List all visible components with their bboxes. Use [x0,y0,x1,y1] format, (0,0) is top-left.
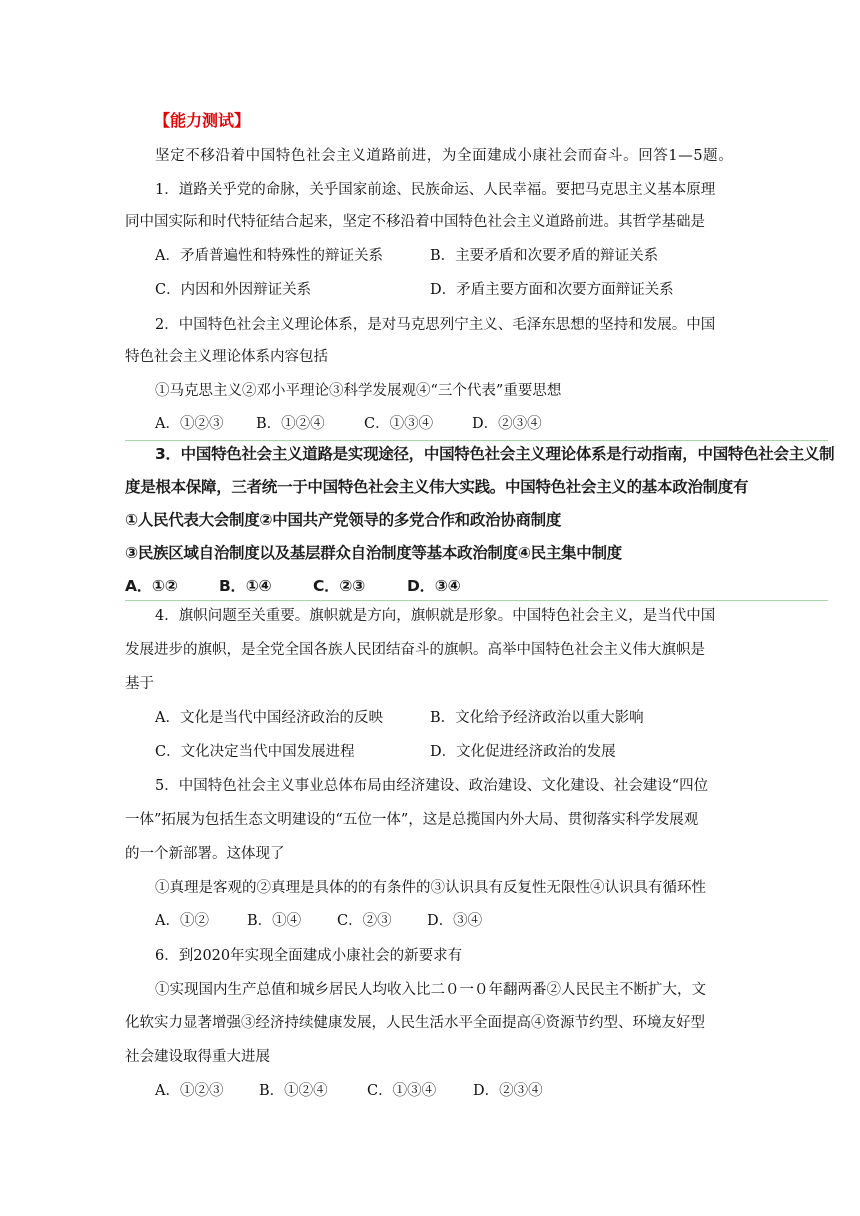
question-1-stem-line-1: 1．道路关乎党的命脉，关乎国家前途、民族命运、人民幸福。要把马克思主义基本原理 [155,182,716,198]
divider-top [125,440,828,441]
question-4-option-a: A．文化是当代中国经济政治的反映 [155,710,383,726]
question-1-stem-line-2: 同中国实际和时代特征结合起来，坚定不移沿着中国特色社会主义道路前进。其哲学基础是 [125,214,705,230]
question-1-option-a: A．矛盾普遍性和特殊性的辩证关系 [155,248,383,264]
question-3-options [125,576,460,596]
question-5-stem-line-2: 一体”拓展为包括生态文明建设的“五位一体”，这是总揽国内外大局、贯彻落实科学发展观 [125,812,699,828]
question-3-items-line-1: ①人民代表大会制度②中国共产党领导的多党合作和政治协商制度 [125,511,562,529]
question-2-options [155,414,542,434]
question-6-option-c: C．①③④ [367,1083,437,1099]
question-2-stem-line-2: 特色社会主义理论体系内容包括 [125,349,328,365]
question-6-items-line-1: ①实现国内生产总值和城乡居民人均收入比二０一０年翻两番②人民民主不断扩大，文 [155,982,706,998]
question-1-option-c: C．内因和外因辩证关系 [155,282,312,298]
question-5-option-c: C．②③ [337,913,392,929]
question-4-stem-line-2: 发展进步的旗帜，是全党全国各族人民团结奋斗的旗帜。高举中国特色社会主义伟大旗帜是 [125,642,705,658]
question-5-option-b: B．①④ [247,913,302,929]
question-2-option-a: A．①②③ [155,416,224,432]
question-5-stem-line-1: 5．中国特色社会主义事业总体布局由经济建设、政治建设、文化建设、社会建设“四位 [155,778,709,794]
question-2-option-b: B．①②④ [256,416,325,432]
question-4-option-d: D．文化促进经济政治的发展 [430,744,616,760]
question-5-option-a: A．①② [155,913,209,929]
section-heading: 【能力测试】 [154,111,251,130]
question-2-option-c: C．①③④ [364,416,434,432]
question-5-stem-line-3: 的一个新部署。这体现了 [125,846,285,862]
question-4-stem-line-1: 4．旗帜问题至关重要。旗帜就是方向，旗帜就是形象。中国特色社会主义，是当代中国 [155,608,716,624]
question-6-option-b: B．①②④ [259,1083,328,1099]
question-6-items-line-2: 化软实力显著增强③经济持续健康发展，人民生活水平全面提高④资源节约型、环境友好型 [125,1015,705,1031]
question-1-option-d: D．矛盾主要方面和次要方面辩证关系 [430,282,674,298]
question-3-stem-line-1: 3．中国特色社会主义道路是实现途径，中国特色社会主义理论体系是行动指南，中国特色社会主义制 [155,445,835,463]
question-3-option-d: D．③④ [407,577,461,595]
question-4-option-b: B．文化给予经济政治以重大影响 [430,710,644,726]
intro-text: 坚定不移沿着中国特色社会主义道路前进，为全面建成小康社会而奋斗。回答1—5题。 [155,148,734,164]
question-3-option-a: A．①② [125,577,178,595]
question-5-option-d: D．③④ [427,913,483,929]
question-6-option-d: D．②③④ [473,1083,543,1099]
divider-bottom [125,600,828,601]
question-3-option-c: C．②③ [313,577,365,595]
question-6-stem: 6．到2020年实现全面建成小康社会的新要求有 [155,948,463,964]
question-4-option-c: C．文化决定当代中国发展进程 [155,744,355,760]
question-3-option-b: B．①④ [219,577,272,595]
question-1-option-b: B．主要矛盾和次要矛盾的辩证关系 [430,248,659,264]
question-6-option-a: A．①②③ [155,1083,224,1099]
question-5-options [155,911,482,931]
question-3-stem-line-2: 度是根本保障，三者统一于中国特色社会主义伟大实践。中国特色社会主义的基本政治制度有 [125,478,749,496]
question-6-options [155,1081,543,1101]
question-2-stem-line-1: 2．中国特色社会主义理论体系，是对马克思列宁主义、毛泽东思想的坚持和发展。中国 [155,317,716,333]
question-3-items-line-2: ③民族区域自治制度以及基层群众自治制度等基本政治制度④民主集中制度 [125,544,622,562]
question-5-items: ①真理是客观的②真理是具体的的有条件的③认识具有反复性无限性④认识具有循环性 [155,880,706,896]
question-2-option-d: D．②③④ [472,416,542,432]
question-4-stem-line-3: 基于 [125,676,154,692]
question-2-items: ①马克思主义②邓小平理论③科学发展观④“三个代表”重要思想 [155,383,562,399]
question-6-items-line-3: 社会建设取得重大进展 [125,1049,270,1065]
